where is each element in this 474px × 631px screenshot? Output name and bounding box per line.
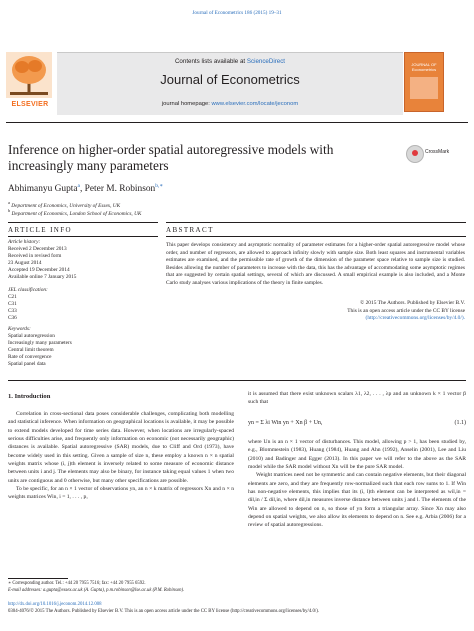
section-heading: 1. Introduction bbox=[8, 393, 51, 400]
article-info-heading: ARTICLE INFO bbox=[8, 226, 73, 234]
paragraph: Weight matrices need not be symmetric and can contain negative elements, but their diagonal elements are zero, and they are frequently row-normalized such that each row sums to 1. If Win has non-negative elements, this implies that its (i, l)th element can be interpreted as wil,in = dil,in / Σ dil,in, where dil,in measures inverse distance between units j and l. The elements of the Win are allowed to depend on n, so those of yn form a triangular array. Since Xn may also depend on spatial weights, we also allow its elements to depend on n. See e.g. Arbia (2006) for a review of spatial autoregressions. bbox=[248, 472, 466, 529]
history-item: Received in revised form bbox=[8, 253, 62, 259]
body-left-column bbox=[8, 410, 234, 502]
journal-reference[interactable]: Journal of Econometrics 186 (2015) 19–31 bbox=[192, 10, 282, 16]
author-name[interactable]: Peter M. Robinson bbox=[84, 184, 156, 195]
header-rule bbox=[6, 122, 468, 123]
author-list: Abhimanyu Gupta$^a$, Peter M. Robinson$^{b,∗}$ bbox=[8, 183, 164, 195]
equation-number: (1.1) bbox=[454, 420, 466, 426]
jel-label: JEL classification: bbox=[8, 287, 48, 293]
footnote-line: ∗ Corresponding author. Tel.: +44 20 7955 7516; fax: +44 20 7955 6592. bbox=[8, 581, 146, 586]
jel-code: C31 bbox=[8, 301, 17, 307]
history-item: 23 August 2014 bbox=[8, 260, 42, 266]
homepage-line bbox=[57, 101, 403, 107]
copyright-notice bbox=[166, 300, 465, 323]
crossmark-icon bbox=[406, 145, 424, 163]
jel-code: C36 bbox=[8, 315, 17, 321]
elsevier-wordmark: ELSEVIER bbox=[11, 101, 49, 108]
keyword: Spatial panel data bbox=[8, 361, 46, 367]
journal-cover-thumbnail[interactable] bbox=[404, 52, 444, 112]
author-affil-mark[interactable]: b,∗ bbox=[155, 183, 164, 189]
article-info-subrule bbox=[8, 236, 158, 237]
jel-code: C21 bbox=[8, 294, 17, 300]
homepage-link[interactable]: www.elsevier.com/locate/jeconom bbox=[211, 101, 299, 107]
paragraph: Correlation in cross-sectional data poses considerable challenges, complicating both modelling and statistical inference. When information on geographical locations is available, it may be possible to extend models developed for time series data. However, when locations are irregularly-spaced serious difficulties arise, and frequently only information on economic (not necessarily geographic) distances is available. Spatial autoregressive (SAR) models, due to Cliff and Ord (1973), have become widely used in this setting. Given a sample of size n, these employ a known n × n spatial weights matrix whose (i, j)th element is inversely related to some measure of economic distance between units i and j. The elements may also be binary, for instance taking equal values 1 when two units are contiguous and 0 otherwise, but many other specifications are possible. bbox=[8, 411, 234, 484]
abstract-text: This paper develops consistency and asymptotic normality of parameter estimates for a higher-order spatial autoregressive model whose order, and number of regressors, are allowed to approach infinity slowly with sample size. Both least squares and instrumental variables estimates are examined, and the permissible rate of growth of the dimension of the parameter space relative to sample size is studied. Besides allowing the number of parameters to increase with the data, this has the advantage of accommodating some asymptotic regimes that are suggested by certain spatial settings, several of which are discussed. A small empirical example is also included, and a Monte Carlo study analyses various implications of the theory in finite samples. bbox=[166, 242, 465, 286]
sciencedirect-link[interactable]: ScienceDirect bbox=[246, 58, 286, 65]
footnote bbox=[8, 581, 234, 594]
copyright-line: © 2015 The Authors. Published by Elsevier B.V. bbox=[360, 300, 465, 306]
cover-title: JOURNAL OF Econometrics bbox=[411, 62, 437, 72]
keyword: Central limit theorem bbox=[8, 347, 54, 353]
homepage-prefix: journal homepage: bbox=[161, 101, 212, 107]
contents-prefix: Contents lists available at bbox=[174, 58, 247, 65]
contents-line bbox=[57, 58, 403, 65]
license-link[interactable]: (http://creativecommons.org/licenses/by/4.0/). bbox=[365, 315, 465, 322]
jel-classification bbox=[8, 287, 138, 322]
abstract-subrule bbox=[166, 236, 466, 237]
abstract-end-rule bbox=[8, 380, 466, 381]
page-footer bbox=[8, 602, 468, 615]
history-label: Article history: bbox=[8, 239, 41, 245]
author-affil-mark[interactable]: a bbox=[77, 183, 80, 189]
body-right-column bbox=[248, 438, 466, 530]
keywords bbox=[8, 326, 138, 368]
keywords-label: Keywords: bbox=[8, 326, 31, 332]
abstract-heading: ABSTRACT bbox=[166, 226, 214, 234]
paragraph: where Un is an n × 1 vector of disturbances. This model, allowing p > 1, has been studied by, e.g., Blommestein (1983), Huang (1984), Huang and Ahn (1992), Anselin (2001), Lee and Liu (2010) and Badinger and Egger (2013). In this paper we will refer to the above as the SAR model while the SAR model without Xn will be the pure SAR model. bbox=[248, 439, 466, 471]
footnote-line[interactable]: E-mail addresses: a.gupta@essex.ac.uk (A. Gupta), p.m.robinson@lse.ac.uk (P.M. Robinson). bbox=[8, 587, 185, 593]
keyword: Rate of convergence bbox=[8, 354, 52, 360]
article-history bbox=[8, 239, 138, 281]
equation-body: yn = Σ λi Win yn + Xn β + Un, bbox=[248, 420, 323, 426]
keyword: Increasingly many parameters bbox=[8, 340, 72, 346]
equation bbox=[248, 420, 466, 426]
paragraph: To be specific, for an n × 1 vector of observations yn, an n × k matrix of regressors Xn and n × n weights matrices Win, i = 1, . . . , p, bbox=[8, 486, 234, 501]
history-item: Accepted 19 December 2014 bbox=[8, 267, 70, 273]
license-line: This is an open access article under the CC BY license bbox=[347, 307, 465, 314]
history-item: Received 2 December 2013 bbox=[8, 246, 67, 252]
author-name[interactable]: Abhimanyu Gupta bbox=[8, 184, 78, 195]
doi-link[interactable]: http://dx.doi.org/10.1016/j.jeconom.2014.12.008 bbox=[8, 602, 102, 607]
affiliation-text: Department of Economics, University of Essex, UK bbox=[11, 202, 121, 209]
crossmark-label: CrossMark bbox=[425, 149, 450, 155]
affiliation-text: Department of Economics, London School of Economics, UK bbox=[11, 210, 142, 217]
article-title: Inference on higher-order spatial autoregressive models with increasingly many parameters bbox=[8, 142, 334, 173]
paragraph: it is assumed that there exist unknown scalars λ1, λ2, . . . , λp and an unknown k × 1 vector β such that bbox=[248, 391, 466, 406]
footnote-rule bbox=[8, 578, 68, 579]
history-item: Available online 7 January 2015 bbox=[8, 274, 77, 280]
body-right-column-top bbox=[248, 390, 466, 407]
cover-image bbox=[410, 77, 438, 99]
affiliation bbox=[8, 208, 141, 217]
abstract-rule bbox=[166, 222, 466, 223]
license-footer: 0304-4076/© 2015 The Authors. Published by Elsevier B.V. This is an open access article under the CC BY license (http://creativecommons.org/licenses/by/4.0/). bbox=[8, 608, 319, 614]
jel-code: C33 bbox=[8, 308, 17, 314]
keyword: Spatial autoregression bbox=[8, 333, 55, 339]
affiliation-mark: b bbox=[8, 208, 11, 213]
article-info-rule bbox=[8, 222, 158, 223]
journal-title[interactable]: Journal of Econometrics bbox=[160, 72, 300, 87]
crossmark-badge[interactable] bbox=[406, 143, 462, 165]
affiliation-mark: a bbox=[8, 200, 10, 205]
